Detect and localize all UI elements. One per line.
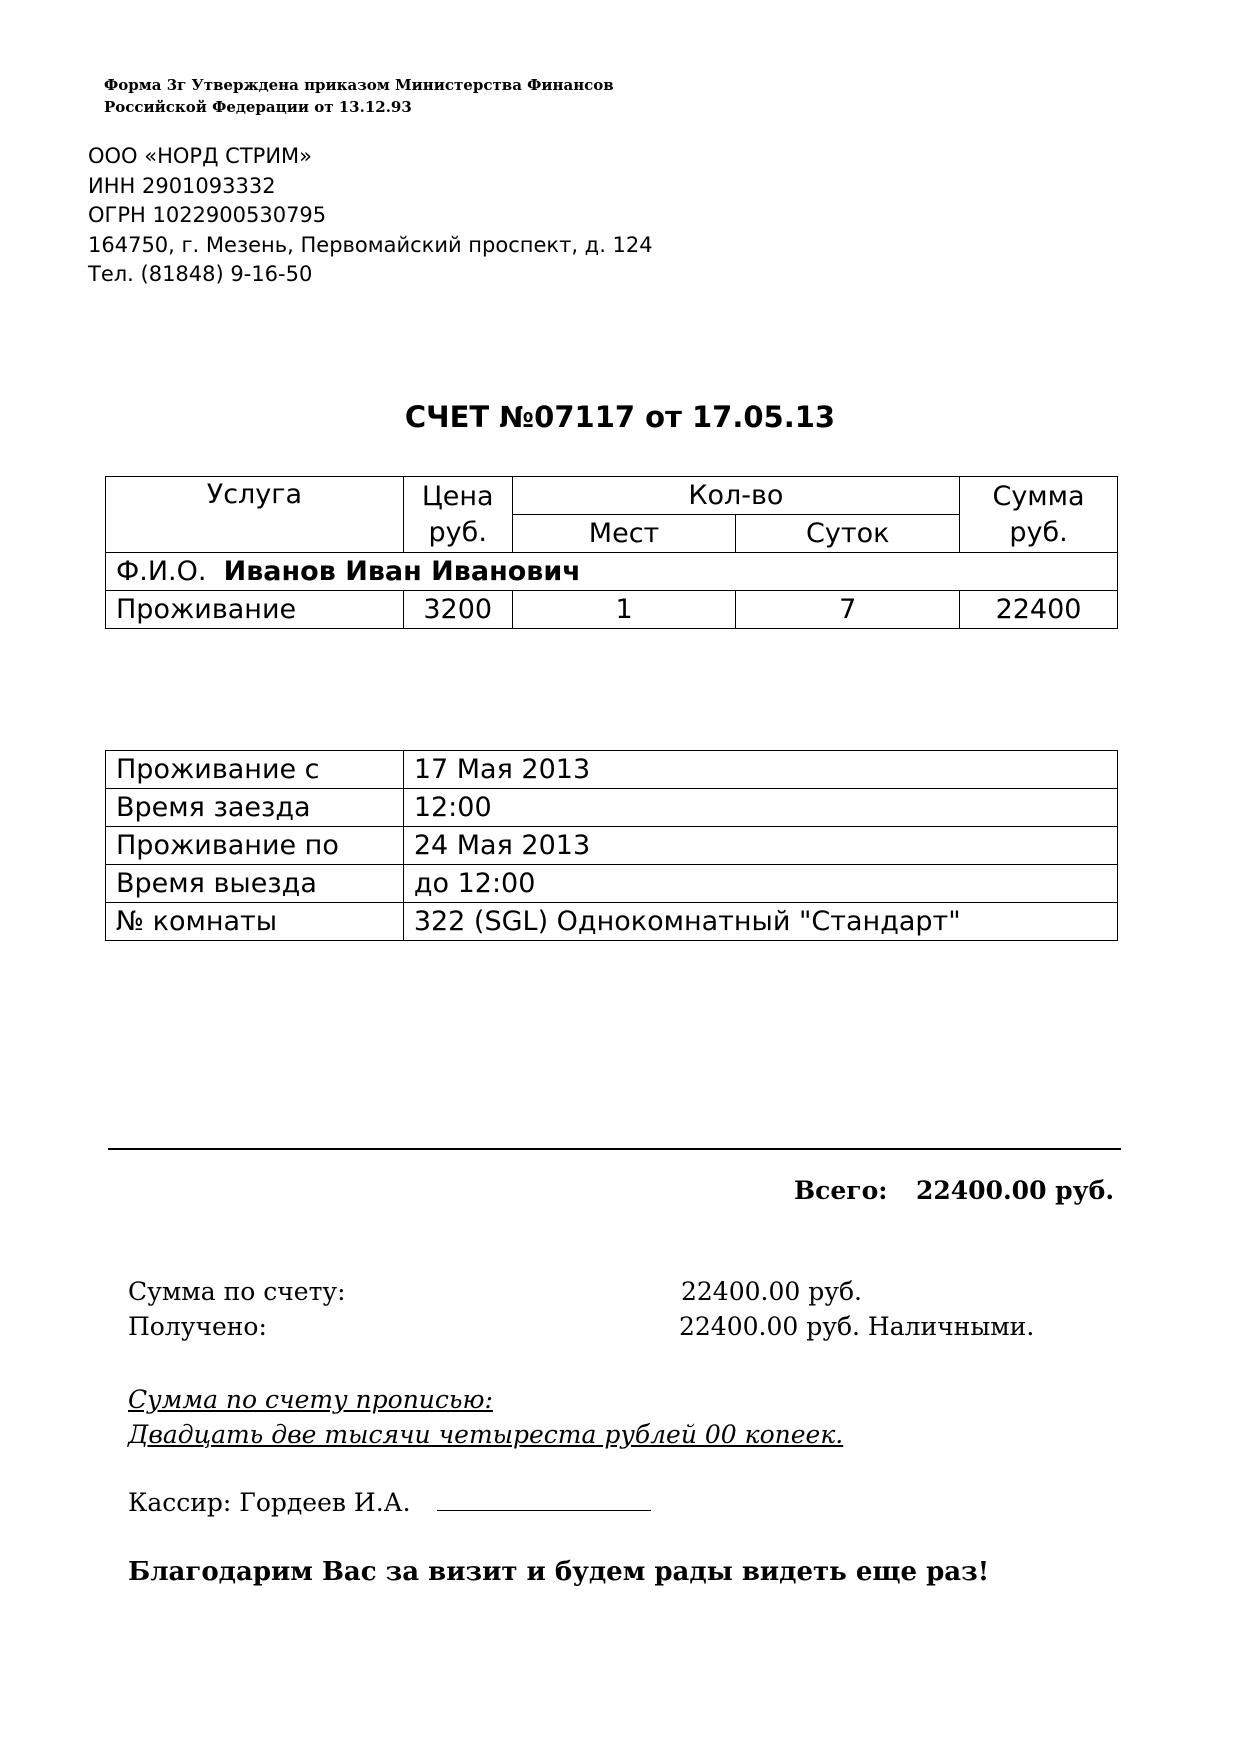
header-price-line1: Цена xyxy=(421,480,494,512)
stay-label: Время выезда xyxy=(106,865,404,903)
stay-value: 17 Мая 2013 xyxy=(403,751,1117,789)
divider xyxy=(108,1148,1121,1150)
row-sum: 22400 xyxy=(960,591,1118,629)
header-service-label: Услуга xyxy=(206,479,302,510)
company-inn: ИНН 2901093332 xyxy=(88,173,276,198)
stay-value: 12:00 xyxy=(403,789,1117,827)
form-note-line2: Российской Федерации от 13.12.93 xyxy=(104,98,412,116)
row-service: Проживание xyxy=(106,591,404,629)
guest-row xyxy=(106,553,1118,591)
sum-in-words-label: Сумма по счету прописью: xyxy=(128,1385,493,1414)
stay-label: Проживание с xyxy=(106,751,404,789)
table-row xyxy=(106,751,1118,789)
table-row xyxy=(106,827,1118,865)
signature-line xyxy=(437,1488,651,1511)
stay-label: Проживание по xyxy=(106,827,404,865)
stay-label: № комнаты xyxy=(106,903,404,941)
total-label: Всего: xyxy=(794,1176,888,1205)
row-places: 1 xyxy=(512,591,736,629)
sum-in-words-value: Двадцать две тысячи четыреста рублей 00 копеек. xyxy=(128,1420,844,1449)
invoice-title: СЧЕТ №07117 от 17.05.13 xyxy=(404,400,836,434)
thanks-message: Благодарим Вас за визит и будем рады видеть еще раз! xyxy=(128,1557,990,1587)
invoice-sum-label: Сумма по счету: xyxy=(128,1277,346,1306)
guest-label: Ф.И.О. xyxy=(116,555,207,587)
header-places: Мест xyxy=(512,515,736,553)
company-ogrn: ОГРН 1022900530795 xyxy=(88,203,327,227)
stay-value: до 12:00 xyxy=(403,865,1117,903)
stay-value: 24 Мая 2013 xyxy=(403,827,1117,865)
company-details xyxy=(88,142,653,290)
header-sum-line2: руб. xyxy=(1009,516,1068,548)
sum-in-words xyxy=(128,1382,843,1452)
services-header-row xyxy=(106,477,1118,515)
services-table xyxy=(105,476,1118,629)
header-days: Суток xyxy=(736,515,960,553)
header-price-line2: руб. xyxy=(428,516,487,548)
cashier-name: Кассир: Гордеев И.А. xyxy=(128,1488,411,1517)
header-service xyxy=(106,477,404,553)
header-price xyxy=(403,477,512,553)
header-sum xyxy=(960,477,1118,553)
header-sum-line1: Сумма xyxy=(992,480,1085,512)
table-row xyxy=(106,903,1118,941)
row-days: 7 xyxy=(736,591,960,629)
cashier xyxy=(128,1488,651,1517)
table-row xyxy=(106,865,1118,903)
received-label: Получено: xyxy=(128,1312,267,1341)
form-note xyxy=(104,74,614,118)
stay-value: 322 (SGL) Однокомнатный "Стандарт" xyxy=(403,903,1117,941)
total-value: 22400.00 руб. xyxy=(916,1176,1115,1205)
form-note-line1: Форма 3г Утверждена приказом Министерства Финансов xyxy=(104,76,614,94)
guest-cell xyxy=(106,553,1118,591)
guest-name: Иванов Иван Иванович xyxy=(223,555,581,587)
stay-label: Время заезда xyxy=(106,789,404,827)
company-address: 164750, г. Мезень, Первомайский проспект, д. 124 xyxy=(88,232,653,257)
header-qty: Кол-во xyxy=(512,477,959,515)
stay-details-table xyxy=(105,750,1118,941)
table-row xyxy=(106,789,1118,827)
company-phone: Тел. (81848) 9-16-50 xyxy=(88,262,313,286)
company-name: ООО «НОРД СТРИМ» xyxy=(88,144,313,168)
received-value: 22400.00 руб. Наличными. xyxy=(679,1312,1035,1341)
row-price: 3200 xyxy=(403,591,512,629)
invoice-sum-value: 22400.00 руб. xyxy=(681,1277,862,1306)
table-row xyxy=(106,591,1118,629)
